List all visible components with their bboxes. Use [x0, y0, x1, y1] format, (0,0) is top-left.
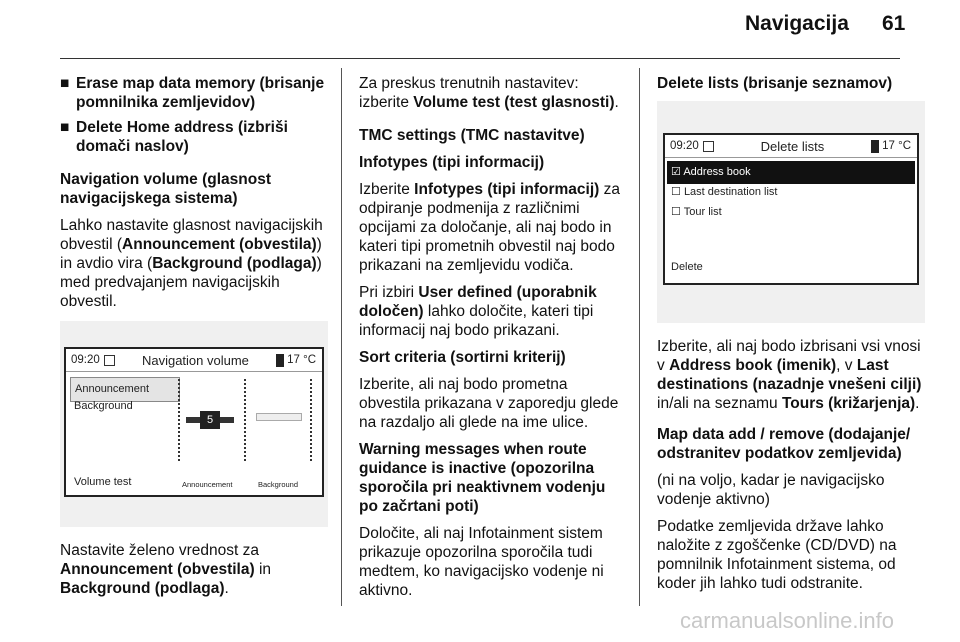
subheading-infotypes: Infotypes (tipi informacij)	[359, 154, 545, 171]
subheading-sort-criteria: Sort criteria (sortirni kriterij)	[359, 349, 566, 366]
temperature: 17 °C	[882, 139, 911, 152]
checkbox-icon[interactable]: ☐	[671, 186, 681, 198]
figure-navigation-volume	[60, 321, 328, 527]
paragraph: Za preskus trenutnih nastavitev: izberite Volume test (test glasnosti).	[359, 75, 619, 111]
screen-status-bar	[66, 349, 322, 372]
column-1	[60, 74, 328, 606]
bullet-icon: ■	[60, 119, 70, 136]
page-header-title: Navigacija	[745, 12, 849, 35]
section-heading-navigation-volume: Navigation volume (glasnost navigacijskega sistema)	[60, 171, 272, 207]
paragraph: Določite, ali naj Infotainment sistem prikazuje opozorilna sporočila tudi medtem, ko navigacijsko vodenje ni aktivno.	[359, 525, 604, 599]
column-divider-1	[341, 68, 342, 606]
checkbox-checked-icon[interactable]: ☑	[671, 166, 681, 178]
announcement-slider-value[interactable]: 5	[200, 411, 220, 429]
clock: 09:20	[71, 353, 100, 366]
paragraph: Podatke zemljevida države lahko naložite z zgoščenke (CD/DVD) na pomnilnik Infotainment sistema, od koder jih lahko tudi odstranite.	[657, 518, 897, 592]
delete-button[interactable]: Delete	[671, 261, 703, 273]
clock: 09:20	[670, 139, 699, 152]
list-item-address-book[interactable]: ☑ Address book	[667, 161, 915, 184]
menu-item-volume-test[interactable]: Volume test	[74, 476, 132, 488]
paragraph: Izberite, ali naj bodo prometna obvestila prikazana v zaporedju glede na razdaljo ali glede na ime ulice.	[359, 376, 619, 431]
bullet-item: ■ Erase map data memory (brisanje pomnilnika zemljevidov)	[60, 75, 325, 111]
paragraph: Lahko nastavite glasnost navigacijskih obvestil (Announcement (obvestila)) in avdio vira (Background (podlaga)) med predvajanjem navigacijskih obvestil.	[60, 217, 323, 310]
section-heading-map-data: Map data add / remove (dodajanje/ odstranitev podatkov zemljevida)	[657, 426, 911, 462]
paragraph: Izberite Infotypes (tipi informacij) za odpiranje podmenija z različnimi opcijami za določanje, ali naj bodo in kateri tipi prometnih obvestil naj bodo prikazani na zemljevidu vodiča.	[359, 181, 620, 274]
screen-title: Navigation volume	[141, 352, 249, 368]
checkbox-icon[interactable]: ☐	[671, 206, 681, 218]
paragraph: Pri izbiri User defined (uporabnik določen) lahko določite, kateri tipi informacij naj bodo prikazani.	[359, 284, 597, 339]
volume-scale	[178, 379, 180, 461]
menu-item-announcement[interactable]: Announcement	[70, 377, 180, 402]
menu-item-background[interactable]: Background	[74, 400, 133, 412]
list-item-tour-list[interactable]: ☐ Tour list	[671, 206, 722, 218]
column-divider-2	[639, 68, 640, 606]
paragraph: Izberite, ali naj bodo izbrisani vsi vnosi v Address book (imenik), v Last destinations (nazadnje vnešeni cilji) in/ali na seznamu Tours (križarjenja).	[657, 338, 922, 412]
volume-scale	[244, 379, 246, 461]
subheading-warning-messages: Warning messages when route guidance is inactive (opozorilna sporočila pri neaktivnem vodenju po začrtani poti)	[359, 441, 606, 515]
background-slider-track[interactable]	[256, 413, 302, 421]
header-rule	[60, 58, 900, 59]
figure-delete-lists	[657, 101, 925, 323]
paragraph: (ni na voljo, kadar je navigacijsko vodenje aktivno)	[657, 472, 885, 508]
section-heading-delete-lists: Delete lists (brisanje seznamov)	[657, 75, 893, 92]
display-screen	[663, 133, 919, 285]
screen-status-bar	[665, 135, 917, 158]
nav-status-icon	[703, 141, 714, 152]
label-announcement: Announcement	[182, 480, 233, 489]
watermark: carmanualsonline.info	[679, 608, 894, 633]
temperature: 17 °C	[287, 353, 316, 366]
paragraph: Nastavite želeno vrednost za Announcement (obvestila) in Background (podlaga).	[60, 542, 272, 597]
display-screen	[64, 347, 324, 497]
column-2	[359, 74, 627, 608]
section-heading-tmc: TMC settings (TMC nastavitve)	[359, 127, 585, 144]
list-item-last-destination[interactable]: ☐ Last destination list	[671, 186, 778, 198]
page-number: 61	[882, 12, 906, 35]
label-background: Background	[258, 480, 299, 489]
column-3	[657, 74, 925, 601]
bullet-item: ■ Delete Home address (izbriši domači naslov)	[60, 119, 288, 155]
screen-title: Delete lists	[760, 138, 825, 154]
nav-status-icon	[104, 355, 115, 366]
bullet-icon: ■	[60, 75, 70, 92]
volume-scale	[310, 379, 312, 461]
battery-icon	[871, 140, 879, 153]
battery-icon	[276, 354, 284, 367]
